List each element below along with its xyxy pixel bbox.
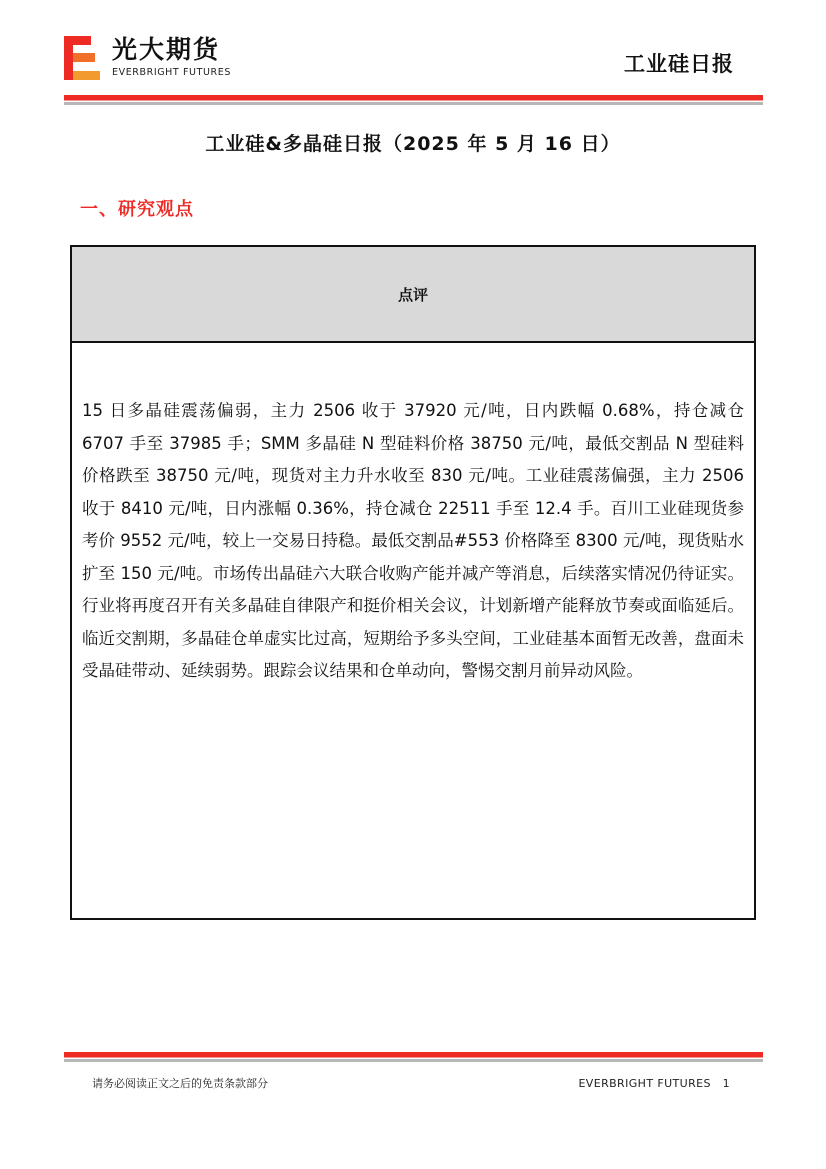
footer-divider [64,1052,763,1062]
comment-box-body: 15 日多晶硅震荡偏弱，主力 2506 收于 37920 元/吨，日内跌幅 0.68%，持仓减仓 6707 手至 37985 手；SMM 多晶硅 N 型硅料价格 38750 元/吨，最低交割品 N 型硅料价格跌至 38750 元/吨，现货对主力升水收至 830 元/吨。工业硅震荡偏强，主力 2506 收于 8410 元/吨，日内涨幅 0.36%，持仓减仓 22511 手至 12.4 手。百川工业硅现货参考价 9552 元/吨，较上一交易日持稳。最低交割品#553 价格降至 8300 元/吨，现货贴水扩至 150 元/吨。市场传出晶硅六大联合收购产能并减产等消息，后续落实情况仍待证实。行业将再度召开有关多晶硅自律限产和挺价相关会议，计划新增产能释放节奏或面临延后。临近交割期，多晶硅仓单虚实比过高，短期给予多头空间，工业硅基本面暂无改善，盘面未受晶硅带动、延续弱势。跟踪会议结果和仓单动向，警惕交割月前异动风险。 [82,401,744,680]
header-divider [64,95,763,105]
report-type-title: 工业硅日报 [624,52,734,76]
brand-name-en: EVERBRIGHT FUTURES [112,67,231,78]
comment-box-header [72,247,754,343]
comment-box [70,245,756,920]
page-title: 工业硅&多晶硅日报（2025 年 5 月 16 日） [205,133,621,155]
brand-name-cn: 光大期货 [112,35,221,64]
everbright-logo-icon [64,36,100,80]
page-number: 1 [722,1077,730,1090]
footer-brand [578,1077,730,1091]
footer-brand-name: EVERBRIGHT FUTURES [578,1077,711,1090]
section-heading: 一、研究观点 [80,199,194,220]
footer-disclaimer: 请务必阅读正文之后的免责条款部分 [92,1077,268,1090]
comment-box-header-label: 点评 [397,285,428,304]
